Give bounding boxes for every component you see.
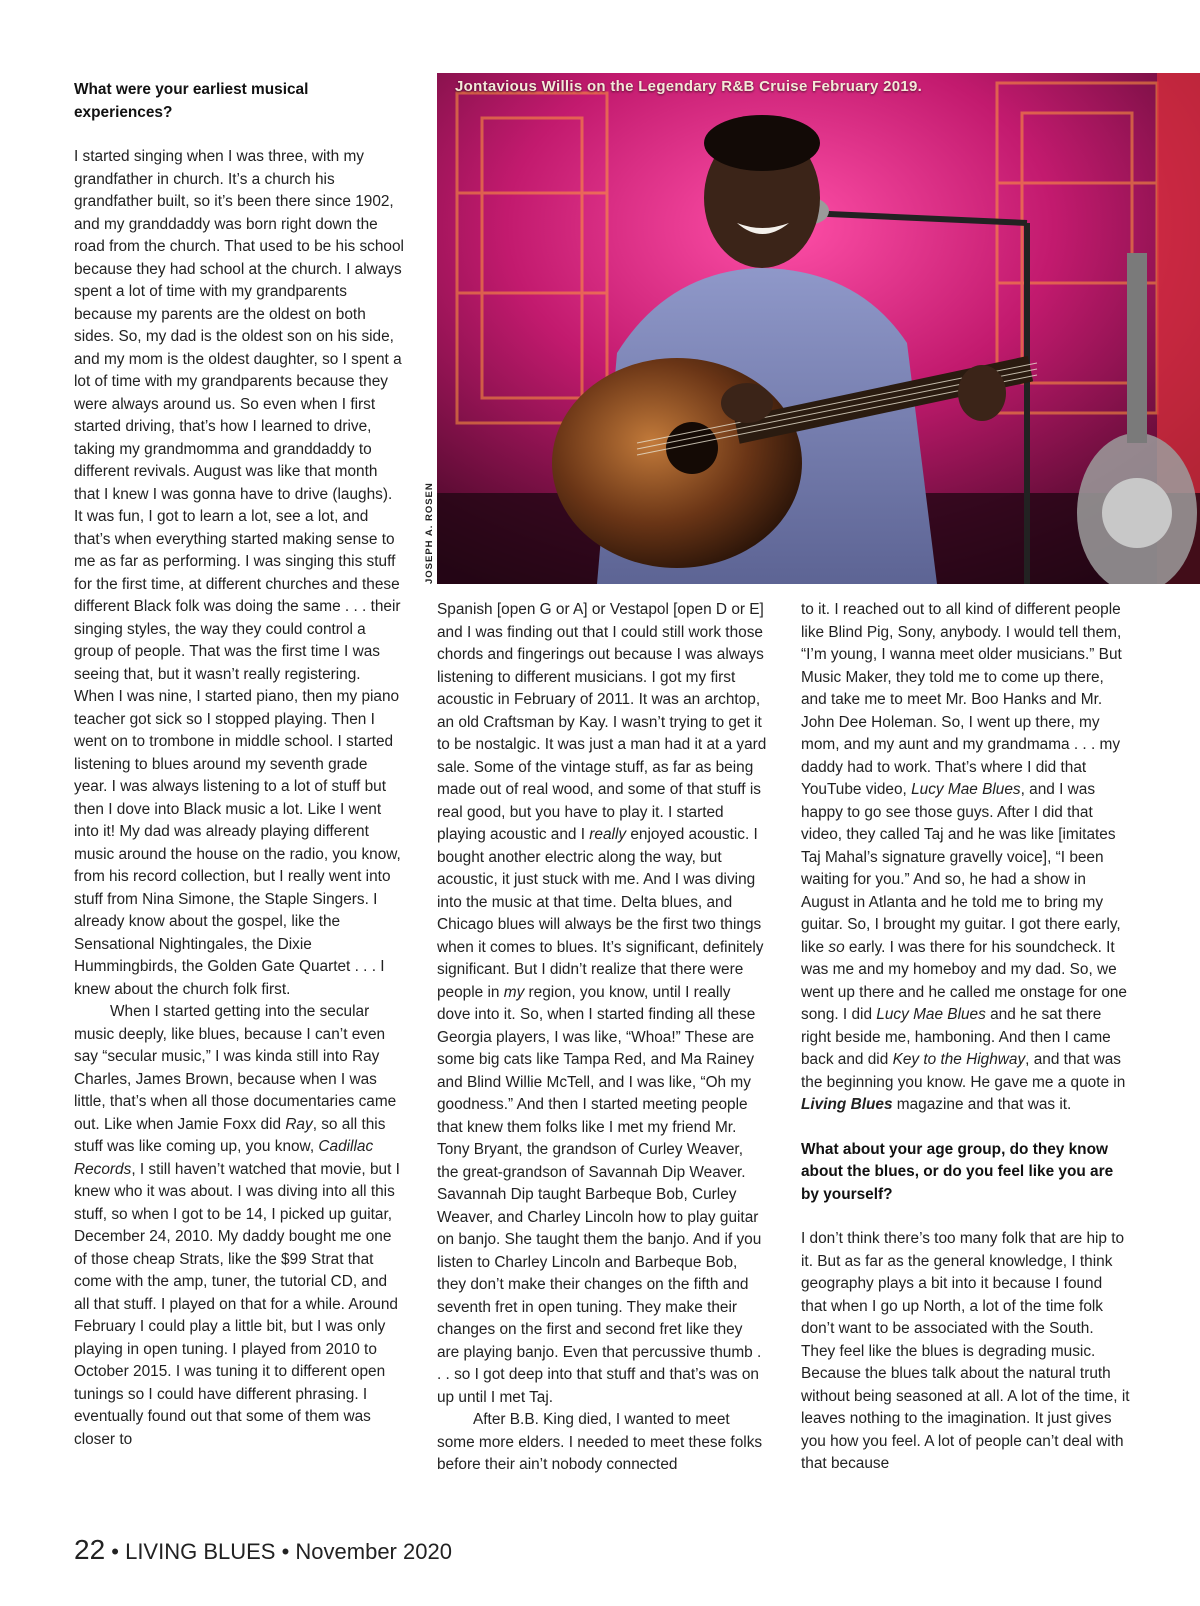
answer-paragraph: When I started getting into the secular music deeply, like blues, because I can’t even say “secular music,” I was kinda still into Ray Charles, James Brown, because when I was little, that’s when all those documentaries came out. Like when Jamie Foxx did Ray, so all this stuff was like coming up, you know, Cadillac Records, I still haven’t watched that movie, but I knew who it was about. I was diving into all this stuff, so when I got to be 14, I picked up guitar, December 24, 2010. My daddy bought me one of those cheap Strats, like the $99 Strat that come with the amp, tuner, the tutorial CD, and all that stuff. I played on that for a while. Around February I could play a little bit, but I was only playing in open tuning. I played from 2010 to October 2015. I was tuning it to different open tunings so I could have different phrasing. I eventually found out that some of them was closer to bbox=[74, 1003, 400, 1448]
performer-photo bbox=[437, 73, 1200, 584]
page-number: 22 bbox=[74, 1534, 106, 1565]
interview-question: What about your age group, do they know about the blues, or do you feel like you are by yourself? bbox=[801, 1140, 1114, 1203]
answer-paragraph: After B.B. King died, I wanted to meet some more elders. I needed to meet these folks before their ain’t nobody connected bbox=[437, 1411, 763, 1473]
article-column-2 bbox=[437, 599, 767, 1477]
article-column-1 bbox=[74, 79, 404, 1451]
answer-paragraph: I started singing when I was three, with my grandfather in church. It’s a church his grandfather built, so it’s been there since 1902, and my granddaddy was born right down the road from the church. That used to be his school because they had school at the church. I always spent a lot of time with my grandparents because my parents are the oldest on both sides. So, my dad is the oldest son on his side, and my mom is the oldest daughter, so I spent a lot of time with my grandparents because they were always around us. So even when I first started driving, that’s how I learned to drive, taking my grandmomma and granddaddy to different revivals. August was like that month that I knew I was gonna have to drive (laughs). It was fun, I got to learn a lot, see a lot, and that’s when everything started making sense to me as far as performing. I was singing this stuff for the first time, at different churches and these different Black folk was doing the same . . . their singing styles, the way they could control a group of people. That was the first time I was seeing that, but it wasn’t really registering. When I was nine, I started piano, then my piano teacher got sick so I stopped playing. Then I went on to trombone in middle school. I started listening to blues around my seventh grade year. I was always listening to a lot of stuff but then I dove into Black music a lot. Like I went into it! My dad was already playing different music around the house on the radio, you know, from his record collection, but I really went into stuff from Nina Simone, the Staple Singers. I already know about the gospel, like the Sensational Nightingales, the Dixie Hummingbirds, the Golden Gate Quartet . . . I knew about the church folk first. bbox=[74, 148, 404, 998]
answer-paragraph: to it. I reached out to all kind of different people like Blind Pig, Sony, anybody. I would tell them, “I’m young, I wanna meet older musicians.” But Music Maker, they told me to come up there, and take me to meet Mr. Boo Hanks and Mr. John Dee Holeman. So, I went up there, my mom, and my aunt and my grandmama . . . my daddy had to work. That’s where I did that YouTube video, Lucy Mae Blues, and I was happy to go see those guys. After I did that video, they called Taj and he was like [imitates Taj Mahal’s signature gravelly voice], “I been waiting for you.” And so, he had a show in August in Atlanta and he told me to bring my guitar. So, I brought my guitar. I got there early, like so early. I was there for his soundcheck. It was me and my homeboy and my dad. So, we went up there and he called me onstage for one song. I did Lucy Mae Blues and he sat there right beside me, hamboning. And then I came back and did Key to the Highway, and that was the beginning you know. He gave me a quote in Living Blues magazine and that was it. bbox=[801, 601, 1127, 1113]
answer-paragraph: I don’t think there’s too many folk that are hip to it. But as far as the general knowledge, I think geography plays a bit into it because I found that when I go up North, a lot of the time folk don’t want to be associated with the South. They feel like the blues is degrading music. Because the blues talk about the natural truth without being seasoned at all. A lot of the time, it leaves nothing to the imagination. It just gives you how you feel. A lot of people can’t deal with that because bbox=[801, 1230, 1130, 1472]
photo-credit: JOSEPH A. ROSEN bbox=[424, 482, 435, 584]
answer-paragraph: Spanish [open G or A] or Vestapol [open D or E] and I was finding out that I could still work those chords and fingerings out because I was always listening to different musicians. I got my first acoustic in February of 2011. It was an archtop, an old Craftsman by Kay. I wasn’t trying to get it to be nostalgic. It was just a man had it at a yard sale. Some of the vintage stuff, as far as being made out of real wood, and some of that stuff is real good, but you have to play it. I started playing acoustic and I really enjoyed acoustic. I bought another electric along the way, but acoustic, it just stuck with me. And I was diving into the music at that time. Delta blues, and Chicago blues will always be the first two things when it comes to blues. It’s significant, definitely significant. But I didn’t realize that there were people in my region, you know, until I really dove into it. So, when I started finding all these Georgia players, I was like, “Whoa!” These are some big cats like Tampa Red, and Ma Rainey and Blind Willie McTell, and I was like, “Oh my goodness.” And then I started meeting people that knew them folks like I met my friend Mr. Tony Bryant, the grandson of Curley Weaver, the great-grandson of Savannah Dip Weaver. Savannah Dip taught Barbeque Bob, Curley Weaver, and Charley Lincoln how to play guitar on banjo. She taught them the banjo. And if you listen to Charley Lincoln and Barbeque Bob, they don’t make their changes on the fifth and seventh fret in open tuning. They make their changes on the first and second fret like they are playing banjo. Even that percussive thumb . . . so I got deep into that stuff and that’s was on up until I met Taj. bbox=[437, 601, 767, 1406]
performer-photo-illustration bbox=[437, 73, 1200, 584]
page-footer bbox=[74, 1534, 452, 1566]
photo-caption: Jontavious Willis on the Legendary R&B Cruise February 2019. bbox=[455, 78, 923, 95]
interview-question: What were your earliest musical experiences? bbox=[74, 81, 309, 121]
publication-line: • LIVING BLUES • November 2020 bbox=[105, 1539, 452, 1564]
article-column-3 bbox=[801, 599, 1131, 1476]
